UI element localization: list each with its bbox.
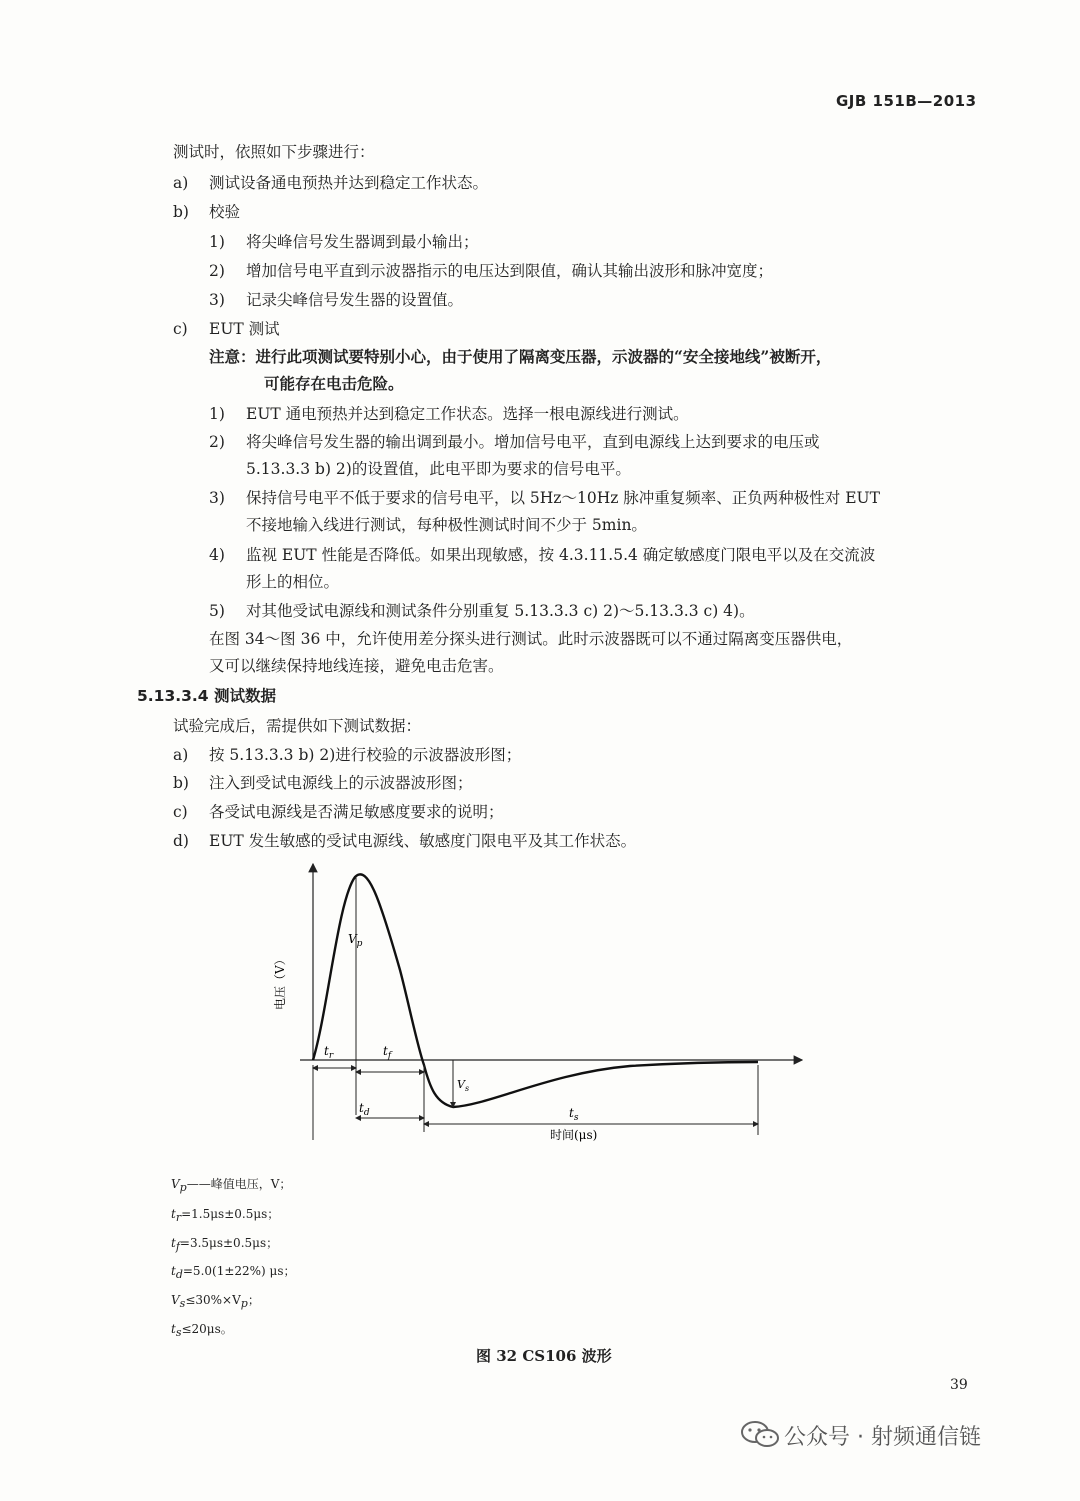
legend-ts: ts≤20μs。 [171,1322,233,1339]
item-text: 各受试电源线是否满足敏感度要求的说明； [209,803,504,821]
label-tr: $t_r$ [324,1044,334,1061]
sub-item-label: 1) [209,233,225,251]
x-axis-label: 时间(μs) [550,1128,598,1142]
label-vp: $V_p$ [348,932,363,949]
legend-tr: tr=1.5μs±0.5μs； [171,1207,280,1224]
sub-item-text: 记录尖峰信号发生器的设置值。 [246,291,464,309]
sub-item-text: 将尖峰信号发生器调到最小输出； [246,233,479,251]
section-heading: 5.13.3.4 测试数据 [137,687,276,705]
item-label: b) [173,774,189,792]
sub-item-label: 4) [209,546,225,564]
legend-tf: tf=3.5μs±0.5μs； [171,1236,279,1253]
intro-line: 测试时，依照如下步骤进行： [173,143,375,161]
page-number: 39 [950,1377,968,1393]
sub-item-text: EUT 通电预热并达到稳定工作状态。选择一根电源线进行测试。 [246,405,689,423]
legend-td: td=5.0(1±22%) μs； [171,1264,296,1281]
label-ts: $t_s$ [569,1106,579,1123]
legend-vp: Vp——峰值电压，V； [171,1177,292,1194]
sub-item-text: 将尖峰信号发生器的输出调到最小。增加信号电平，直到电源线上达到要求的电压或 [246,433,820,451]
intro-line: 试验完成后，需提供如下测试数据： [173,717,422,735]
note-paragraph: 在图 34～图 36 中，允许使用差分探头进行测试。此时示波器既可以不通过隔离变压器供电， [209,630,853,648]
item-label: b) [173,203,189,221]
document-code: GJB 151B—2013 [836,92,977,110]
sub-item-label: 3) [209,489,225,507]
warning-note: 注意：进行此项测试要特别小心，由于使用了隔离变压器，示波器的“安全接地线”被断开， [209,347,832,366]
sub-item-text: 增加信号电平直到示波器指示的电压达到限值，确认其输出波形和脉冲宽度； [246,262,774,280]
item-text: EUT 发生敏感的受试电源线、敏感度门限电平及其工作状态。 [209,832,637,850]
item-label: d) [173,832,189,850]
legend-vs: Vs≤30%×Vp； [171,1293,260,1310]
label-vs: $V_s$ [457,1078,470,1093]
item-text: 注入到受试电源线上的示波器波形图； [209,774,473,792]
cs106-waveform-figure [250,860,820,1150]
label-td: $t_d$ [359,1101,370,1118]
warning-note-cont: 可能存在电击危险。 [264,374,404,393]
sub-item-text-cont: 形上的相位。 [246,573,340,591]
sub-item-text-cont: 不接地输入线进行测试，每种极性测试时间不少于 5min。 [246,516,647,534]
sub-item-text: 对其他受试电源线和测试条件分别重复 5.13.3.3 c) 2)～5.13.3.3 c) 4)。 [246,602,755,620]
note-paragraph-cont: 又可以继续保持地线连接，避免电击危害。 [209,657,504,675]
item-text: EUT 测试 [209,320,280,338]
watermark-text: 公众号 · 射频通信链 [784,1425,981,1450]
item-text: 测试设备通电预热并达到稳定工作状态。 [209,174,489,192]
item-label: a) [173,174,189,192]
sub-item-label: 2) [209,262,225,280]
sub-item-text-cont: 5.13.3.3 b) 2)的设置值，此电平即为要求的信号电平。 [246,460,631,478]
item-label: a) [173,746,189,764]
sub-item-text: 保持信号电平不低于要求的信号电平，以 5Hz～10Hz 脉冲重复频率、正负两种极性对 EUT [246,489,880,507]
wechat-icon [740,1420,780,1448]
item-label: c) [173,803,188,821]
sub-item-label: 1) [209,405,225,423]
sub-item-label: 2) [209,433,225,451]
item-text: 按 5.13.3.3 b) 2)进行校验的示波器波形图； [209,746,522,764]
item-label: c) [173,320,188,338]
figure-caption: 图 32 CS106 波形 [476,1347,612,1365]
item-text: 校验 [209,203,241,221]
label-tf: $t_f$ [383,1044,392,1061]
y-axis-label: 电压（V） [273,953,287,1010]
sub-item-label: 3) [209,291,225,309]
sub-item-label: 5) [209,602,225,620]
sub-item-text: 监视 EUT 性能是否降低。如果出现敏感，按 4.3.11.5.4 确定敏感度门限电平以及在交流波 [246,546,876,564]
